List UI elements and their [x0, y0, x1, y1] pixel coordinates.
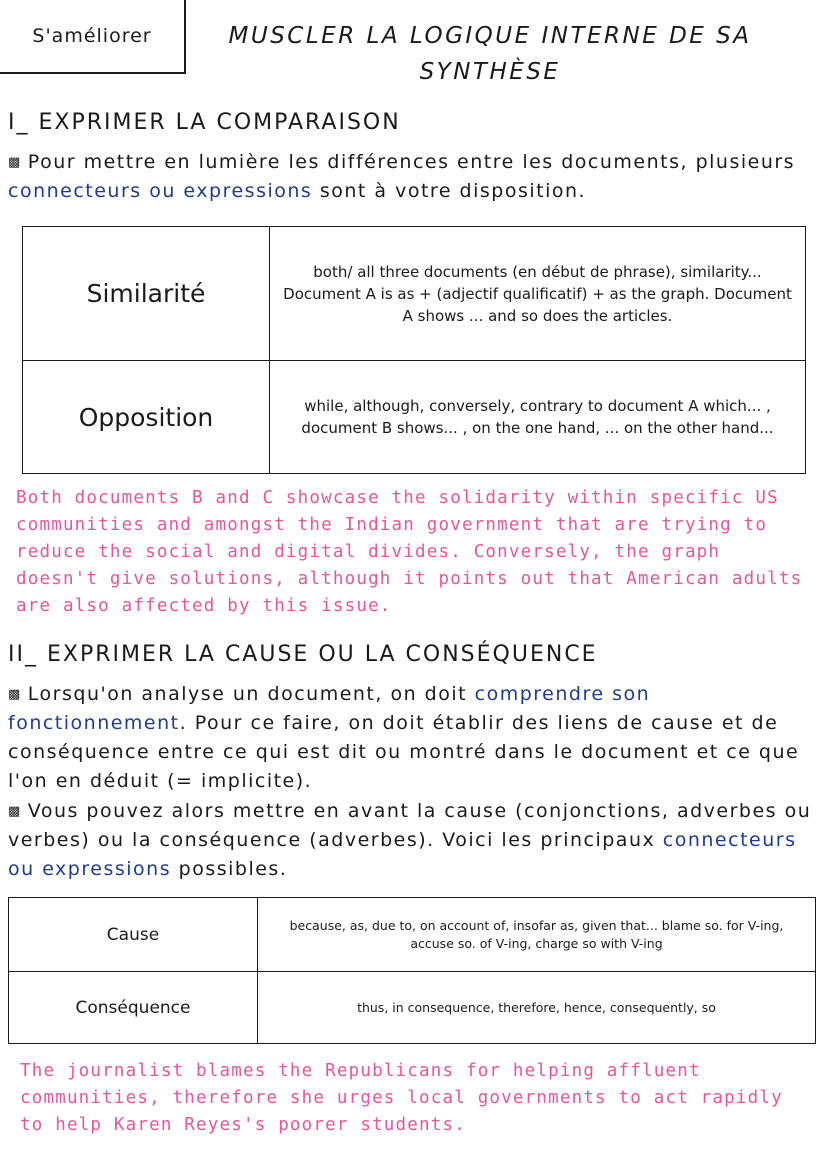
table-row	[9, 898, 816, 972]
box-bullet-icon: ▩	[8, 804, 22, 819]
cause-consequence-table	[8, 897, 816, 1044]
comparison-example: Both documents B and C showcase the solidarity within specific US communities and amongst the Indian government that are trying to reduce the social and digital divides. Conversely, the graph doesn't give solutions, although it points out that American adults are also affected by this issue.	[16, 488, 803, 616]
highlight-connecteurs: connecteurs ou expressions	[8, 180, 313, 202]
section1-heading: I_ EXPRIMER LA COMPARAISON	[8, 110, 401, 135]
box-bullet-icon: ▩	[8, 687, 22, 702]
table-row	[23, 227, 806, 361]
page-title	[190, 18, 790, 90]
row-text: both/ all three documents (en début de phrase), similarity... Document A is as + (adjectif qualificatif) + as the graph. Document A shows ... and so does the articles.	[270, 227, 806, 361]
section2-paragraph2: ▩ Vous pouvez alors mettre en avant la cause (conjonctions, adverbes ou verbes) ou la conséquence (adverbes). Voici les principaux connecteurs ou expressions possibles.	[8, 800, 812, 880]
page-title-line2: SYNTHÈSE	[419, 59, 561, 85]
row-text: thus, in consequence, therefore, hence, consequently, so	[258, 972, 816, 1044]
comparison-table	[22, 226, 806, 474]
section2-heading: II_ EXPRIMER LA CAUSE OU LA CONSÉQUENCE	[8, 642, 598, 667]
table-row	[9, 972, 816, 1044]
row-text: while, although, conversely, contrary to document A which... , document B shows... , on the one hand, ... on the other hand...	[270, 361, 806, 474]
page-title-line1: MUSCLER LA LOGIQUE INTERNE DE SA	[228, 23, 752, 49]
highlight-connecteurs: connecteurs ou expressions	[8, 829, 797, 880]
row-label: Conséquence	[9, 972, 258, 1044]
row-label: Similarité	[23, 227, 270, 361]
row-label: Opposition	[23, 361, 270, 474]
row-label: Cause	[9, 898, 258, 972]
box-bullet-icon: ▩	[8, 155, 22, 170]
section-tag: S'améliorer	[0, 0, 186, 74]
section2-paragraph1: ▩ Lorsqu'on analyse un document, on doit comprendre son fonctionnement. Pour ce faire, on doit établir des liens de cause et de conséquence entre ce qui est dit ou montré dans le document et ce que l'on en déduit (= implicite).	[8, 683, 800, 792]
section1-intro: ▩ Pour mettre en lumière les différences entre les documents, plusieurs connecteurs ou expressions sont à votre disposition.	[8, 151, 796, 202]
cause-example: The journalist blames the Republicans for helping affluent communities, therefore she urges local governments to act rapidly to help Karen Reyes's poorer students.	[20, 1061, 783, 1135]
table-row	[23, 361, 806, 474]
row-text: because, as, due to, on account of, insofar as, given that... blame so. for V-ing, accuse so. of V-ing, charge so with V-ing	[258, 898, 816, 972]
highlight-comprendre: comprendre son fonctionnement	[8, 683, 651, 734]
